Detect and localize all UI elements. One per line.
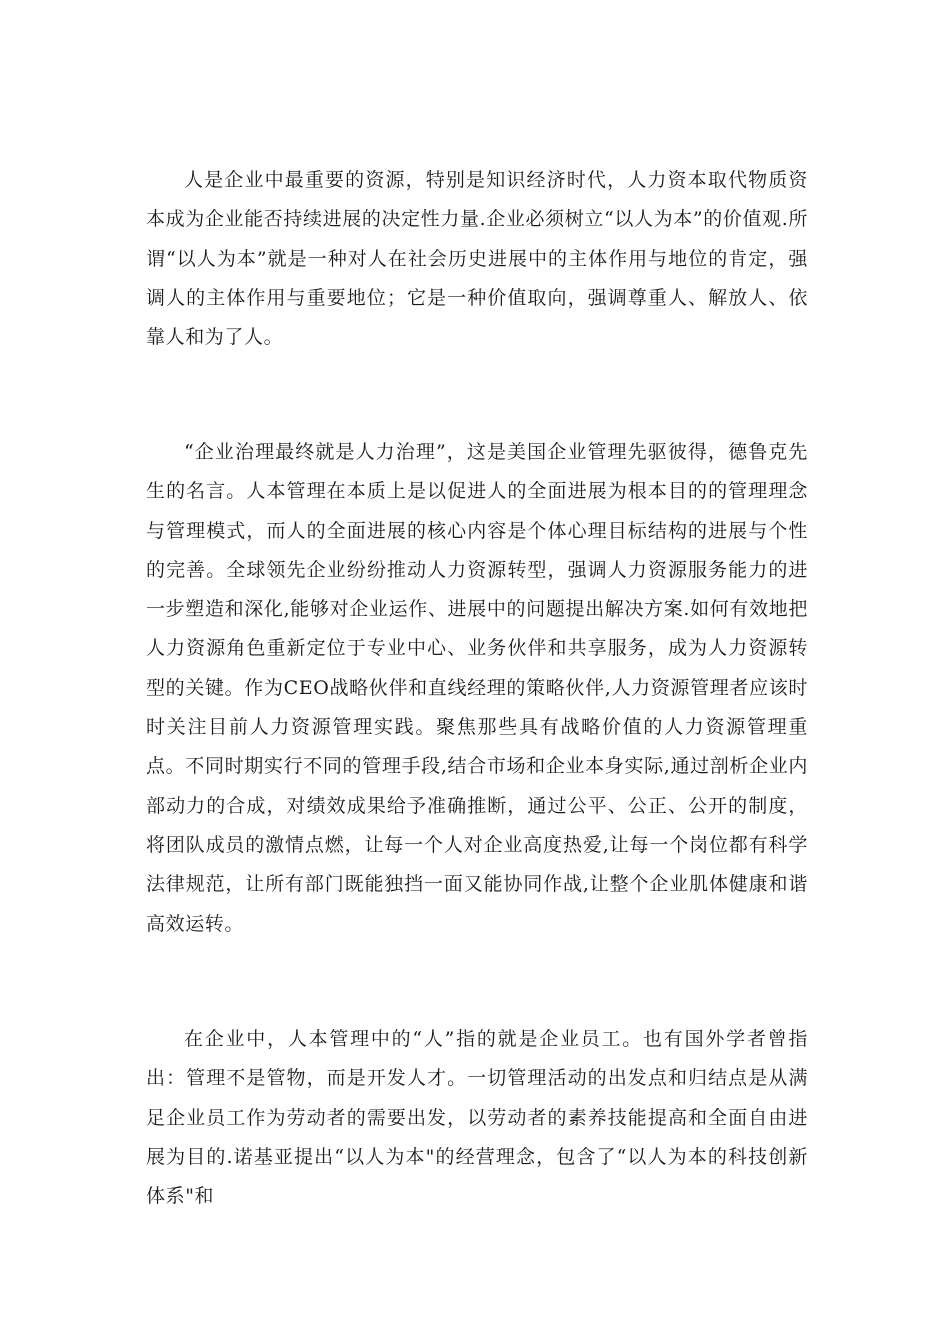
paragraph-human-management: “企业治理最终就是人力治理”，这是美国企业管理先驱彼得，德鲁克先生的名言。人本管理在本质上是以促进人的全面进展为根本目的的管理理念与管理模式，而人的全面进展的核心内容是个体心理目标结构的进展与个性的完善。全球领先企业纷纷推动人力资源转型，强调人力资源服务能力的进一步塑造和深化,能够对企业运作、进展中的问题提出解决方案.如何有效地把人力资源角色重新定位于专业中心、业务伙伴和共享服务，成为人力资源转型的关键。作为CEO战略伙伴和直线经理的策略伙伴,人力资源管理者应该时时关注目前人力资源管理实践。聚焦那些具有战略价值的人力资源管理重点。不同时期实行不同的管理手段,结合市场和企业本身实际,通过剖析企业内部动力的合成，对绩效成果给予准确推断，通过公平、公正、公开的制度，将团队成员的激情点燃，让每一个人对企业高度热爱,让每一个岗位都有科学法律规范，让所有部门既能独挡一面又能协同作战,让整个企业肌体健康和谐高效运转。 bbox=[146, 441, 808, 935]
paragraph-people-resource: 人是企业中最重要的资源，特别是知识经济时代，人力资本取代物质资本成为企业能否持续进展的决定性力量.企业必须树立“以人为本”的价值观.所谓“以人为本”就是一种对人在社会历史进展中的主体作用与地位的肯定，强调人的主体作用与重要地位；它是一种价值取向，强调尊重人、解放人、依靠人和为了人。 bbox=[146, 169, 808, 349]
paragraph-employee-focus: 在企业中，人本管理中的“人”指的就是企业员工。也有国外学者曾指出：管理不是管物，而是开发人才。一切管理活动的出发点和归结点是从满足企业员工作为劳动者的需要出发，以劳动者的素养技能提高和全面自由进展为目的.诺基亚提出“以人为本"的经营理念，包含了“以人为本的科技创新体系"和 bbox=[146, 1028, 808, 1208]
